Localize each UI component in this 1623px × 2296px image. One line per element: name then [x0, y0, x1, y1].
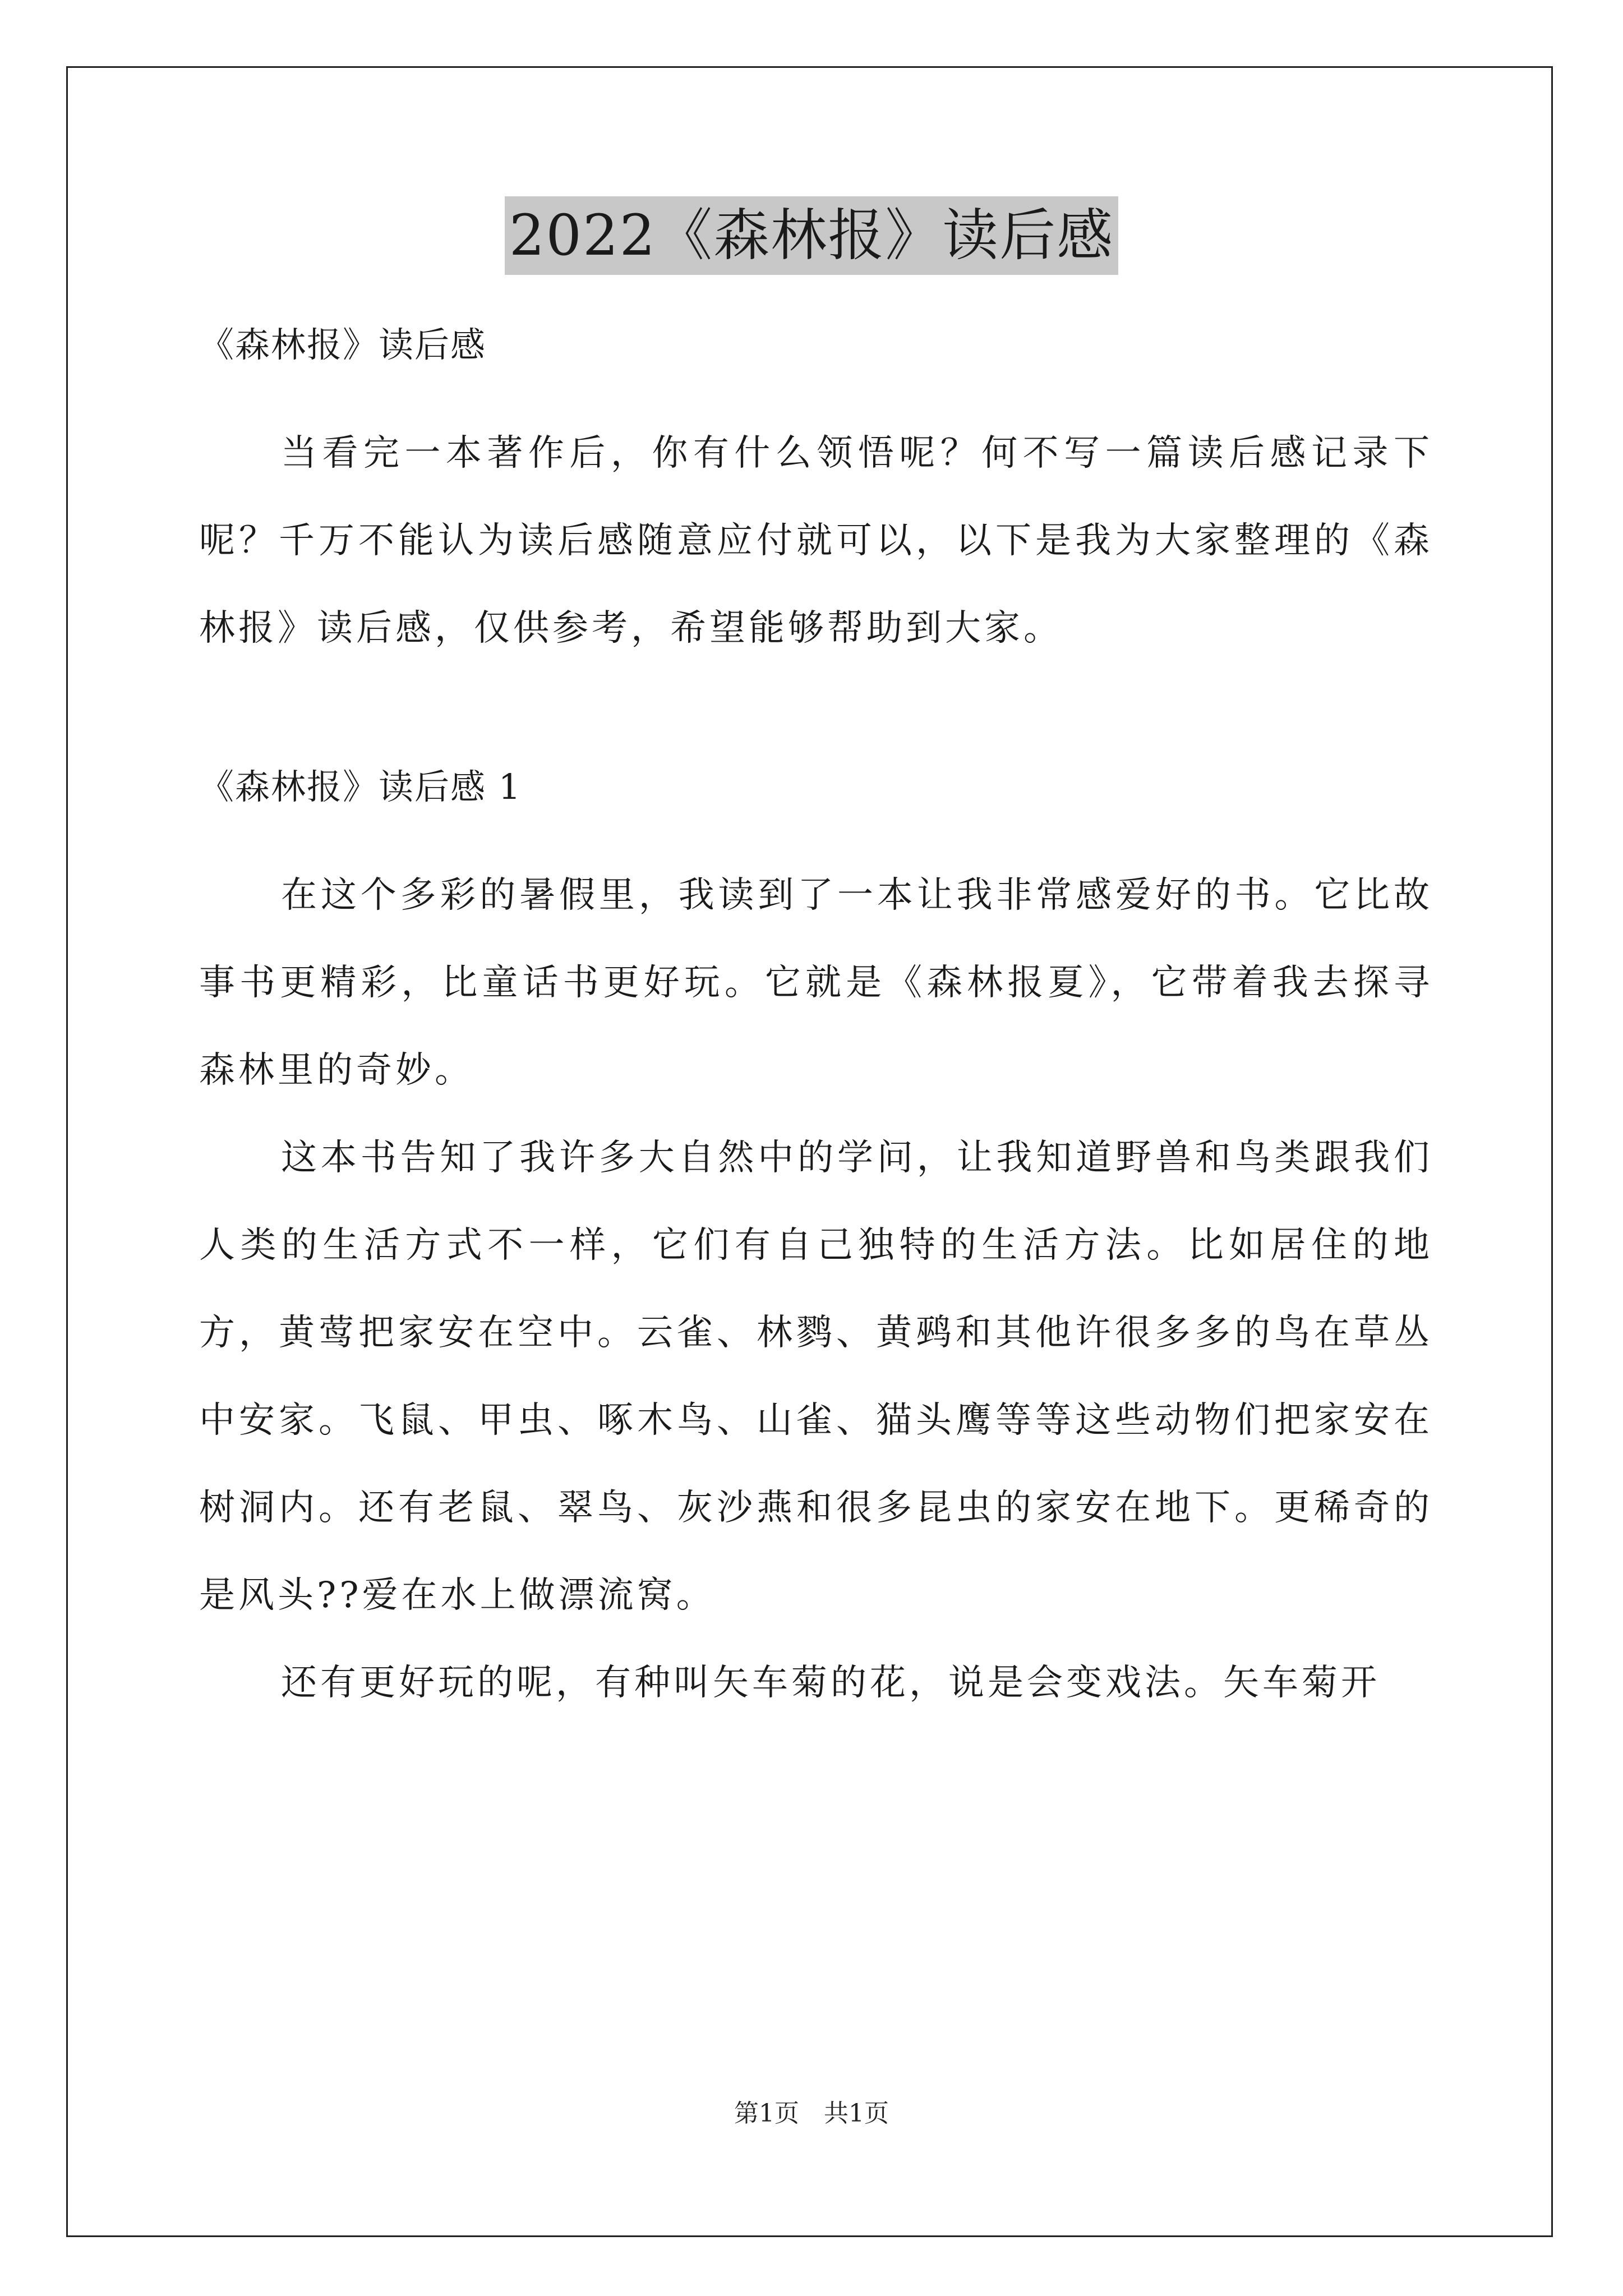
body-paragraph: 这本书告知了我许多大自然中的学问，让我知道野兽和鸟类跟我们人类的生活方式不一样，它们有自己独特的生活方法。比如居住的地方，黄莺把家安在空中。云雀、林鹨、黄鹀和其他许很多多的鸟在草丛中安家。飞鼠、甲虫、啄木鸟、山雀、猫头鹰等等这些动物们把家安在树洞内。还有老鼠、翠鸟、灰沙燕和很多昆虫的家安在地下。更稀奇的是风头??爱在水上做漂流窝。: [199, 1137, 1433, 1616]
document-title: 2022《森林报》读后感: [505, 196, 1119, 275]
section-heading: 《森林报》读后感 1: [199, 766, 522, 807]
intro-heading: 《森林报》读后感: [199, 324, 487, 365]
title-container: [0, 196, 1623, 275]
intro-paragraph: 当看完一本著作后，你有什么领悟呢？何不写一篇读后感记录下呢？千万不能认为读后感随意应付就可以，以下是我为大家整理的《森林报》读后感，仅供参考，希望能够帮助到大家。: [199, 432, 1433, 649]
body-paragraph: 还有更好玩的呢，有种叫矢车菊的花，说是会变戏法。矢车菊开: [281, 1662, 1380, 1704]
body-paragraph: 在这个多彩的暑假里，我读到了一本让我非常感爱好的书。它比故事书更精彩，比童话书更好玩。它就是《森林报夏》，它带着我去探寻森林里的奇妙。: [199, 875, 1433, 1091]
page-number-footer: 第1页 共1页: [734, 2099, 889, 2128]
document-body: [199, 314, 1433, 1727]
